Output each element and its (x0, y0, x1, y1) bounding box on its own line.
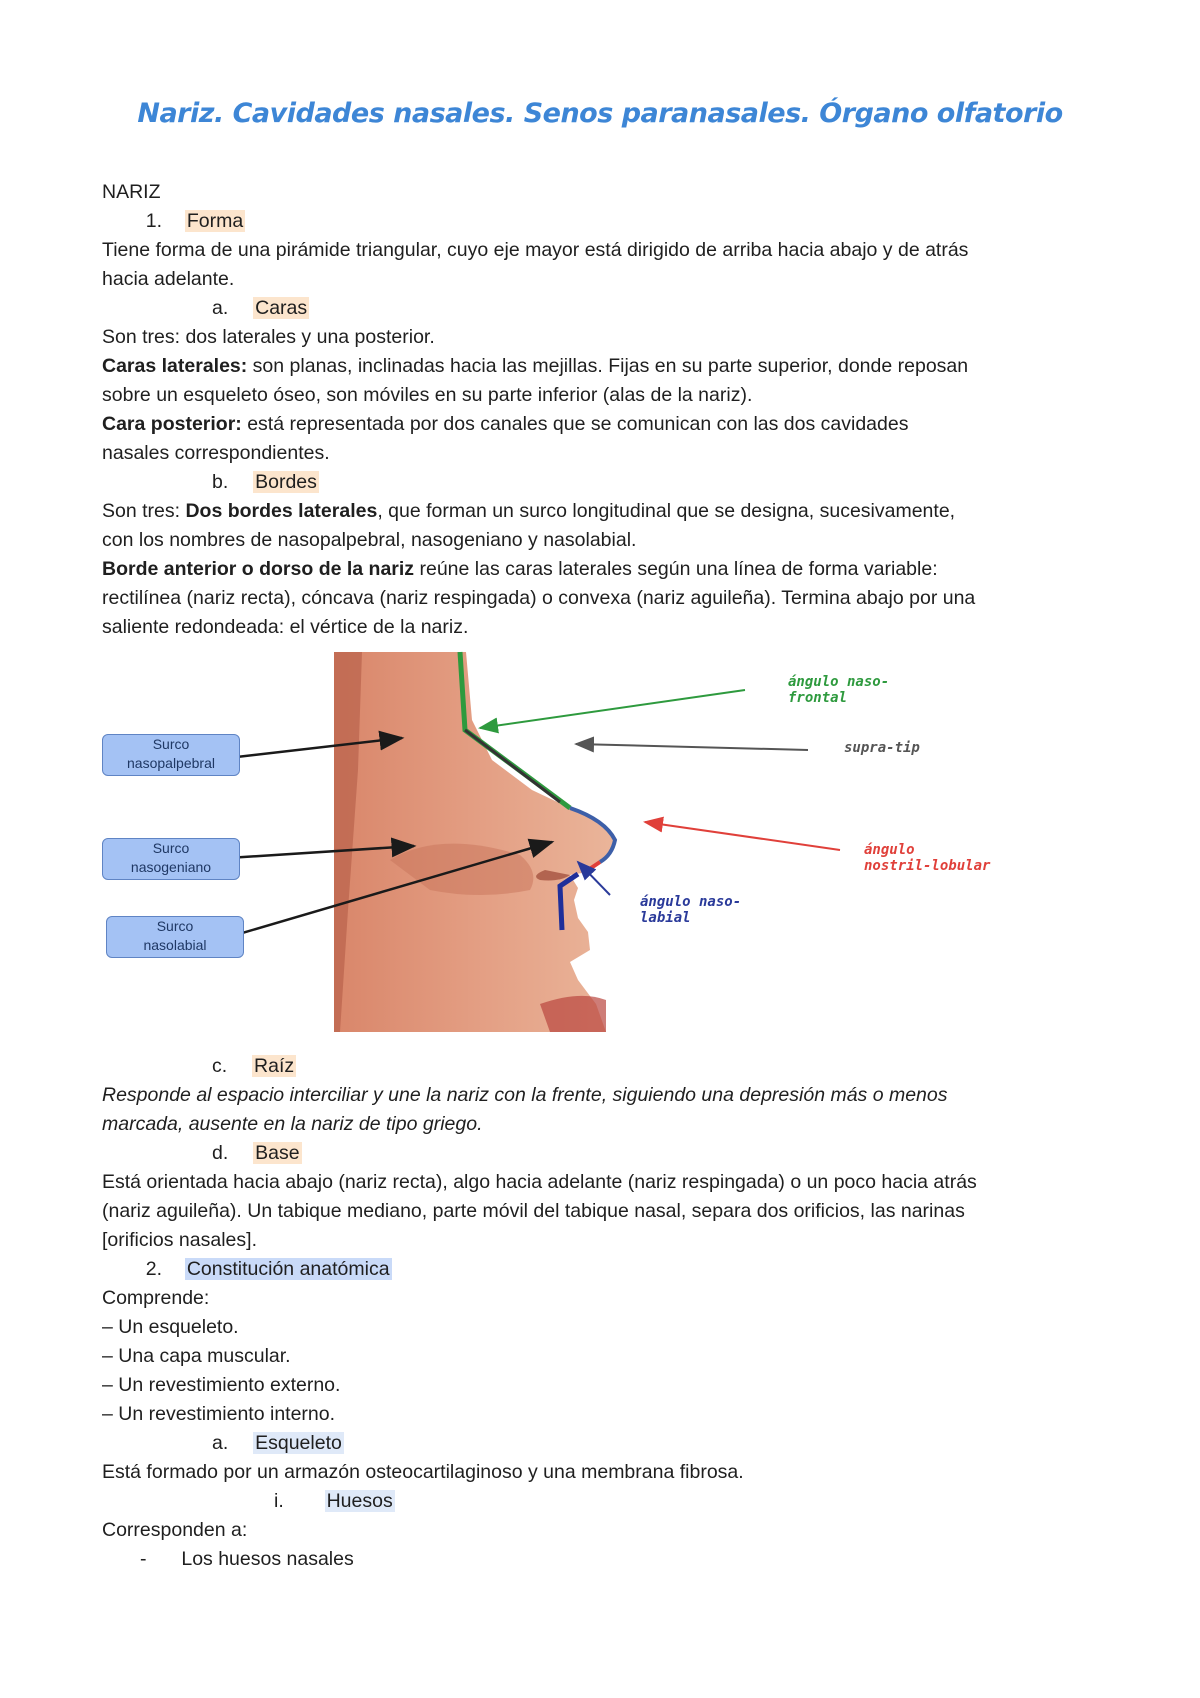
paragraph-text: Son tres: (102, 500, 186, 522)
list-number: 1. (145, 210, 162, 232)
label-text: Surco (152, 840, 190, 856)
heading-caras: Caras (255, 297, 308, 319)
list-item-huesos (274, 1487, 395, 1516)
paragraph-line: Son tres: dos laterales y una posterior. (102, 326, 435, 348)
document-title: Nariz. Cavidades nasales. Senos paranasales. Órgano olfatorio (137, 98, 1063, 129)
paragraph-text: son planas, inclinadas hacia las mejillas. Fijas en su parte superior, donde reposan (247, 355, 969, 377)
paragraph-line: nasales correspondientes. (102, 442, 330, 464)
annotation-angulo-naso-labial (640, 894, 741, 926)
annotation-text: ángulo (864, 842, 915, 858)
heading-base: Base (255, 1142, 300, 1164)
bold-term: Dos bordes laterales (185, 500, 378, 522)
list-line: – Un revestimiento interno. (102, 1403, 336, 1425)
label-surco-nasopalpebral (102, 734, 240, 776)
paragraph-line: con los nombres de nasopalpebral, nasogeniano y nasolabial. (102, 529, 637, 551)
bold-term: Borde anterior o dorso de la nariz (102, 558, 415, 580)
list-number: a. (212, 297, 229, 319)
list-line: – Una capa muscular. (102, 1345, 291, 1367)
list-number: i. (274, 1490, 284, 1512)
heading-forma: Forma (186, 210, 244, 232)
list-item-bordes (212, 468, 319, 497)
paragraph-line: Tiene forma de una pirámide triangular, cuyo eje mayor está dirigido de arriba hacia abajo y de atrás (102, 239, 969, 261)
list-item-constitucion (102, 1255, 392, 1284)
paragraph-text: reúne las caras laterales según una línea de forma variable: (414, 558, 938, 580)
paragraph-line: saliente redondeada: el vértice de la nariz. (102, 616, 469, 638)
nose-illustration (100, 650, 1040, 1032)
annotation-text: nostril-lobular (864, 858, 991, 874)
paragraph-line (102, 410, 908, 439)
annotation-angulo-naso-frontal (788, 674, 889, 706)
list-number: a. (212, 1432, 229, 1454)
list-item-base (212, 1139, 302, 1168)
paragraph-line: Responde al espacio interciliar y une la nariz con la frente, siguiendo una depresión más o menos (102, 1084, 948, 1106)
label-text: Surco (152, 736, 190, 752)
heading-huesos: Huesos (326, 1490, 393, 1512)
label-text: nasopalpebral (127, 755, 215, 771)
paragraph-line (102, 497, 955, 526)
label-surco-nasogeniano (102, 838, 240, 880)
face-photo (334, 652, 615, 1032)
paragraph-text: , que forman un surco longitudinal que se designa, sucesivamente, (377, 500, 956, 522)
list-line: – Un revestimiento externo. (102, 1374, 341, 1396)
paragraph-line (102, 352, 968, 381)
list-item-huesos-nasales (140, 1545, 354, 1574)
nose-anatomy-figure (100, 650, 1040, 1032)
paragraph-line: hacia adelante. (102, 268, 235, 290)
paragraph-line: Corresponden a: (102, 1519, 248, 1541)
annotation-supra-tip: supra-tip (844, 740, 920, 756)
paragraph-text: está representada por dos canales que se comunican con las dos cavidades (241, 413, 909, 435)
annotation-text: frontal (788, 690, 848, 706)
list-line: – Un esqueleto. (102, 1316, 239, 1338)
paragraph-line: (nariz aguileña). Un tabique mediano, parte móvil del tabique nasal, separa dos orificios, las narinas (102, 1200, 965, 1222)
paragraph-line: rectilínea (nariz recta), cóncava (nariz respingada) o convexa (nariz aguileña). Termina abajo por una (102, 587, 976, 609)
list-item-esqueleto (212, 1429, 344, 1458)
paragraph-line (102, 555, 938, 584)
label-text: nasogeniano (130, 859, 212, 875)
annotation-text: ángulo naso- (788, 674, 890, 690)
heading-constitucion: Constitución anatómica (186, 1258, 390, 1280)
list-text: Los huesos nasales (181, 1548, 354, 1570)
label-text: Surco (156, 918, 194, 934)
label-surco-nasolabial (106, 916, 244, 958)
label-text: nasolabial (143, 937, 207, 953)
list-number: b. (212, 471, 229, 493)
list-item-forma (102, 207, 245, 236)
list-item-caras (212, 294, 309, 323)
paragraph-line: marcada, ausente en la nariz de tipo griego. (102, 1113, 483, 1135)
annotation-text: labial (640, 910, 691, 926)
paragraph-line: Está formado por un armazón osteocartilaginoso y una membrana fibrosa. (102, 1461, 744, 1483)
list-bullet: - (140, 1548, 147, 1570)
bold-term: Caras laterales: (102, 355, 248, 377)
annotation-text: ángulo naso- (640, 894, 742, 910)
list-number: d. (212, 1142, 229, 1164)
heading-bordes: Bordes (255, 471, 317, 493)
heading-raiz: Raíz (254, 1055, 295, 1077)
heading-esqueleto: Esqueleto (255, 1432, 342, 1454)
paragraph-line: Comprende: (102, 1287, 210, 1309)
paragraph-line: [orificios nasales]. (102, 1229, 257, 1251)
list-number: c. (212, 1055, 228, 1077)
bold-term: Cara posterior: (102, 413, 242, 435)
section-heading: NARIZ (102, 181, 161, 203)
paragraph-line: sobre un esqueleto óseo, son móviles en su parte inferior (alas de la nariz). (102, 384, 753, 406)
paragraph-line: Está orientada hacia abajo (nariz recta), algo hacia adelante (nariz respingada) o un poco hacia atrás (102, 1171, 977, 1193)
list-number: 2. (145, 1258, 162, 1280)
list-item-raiz (212, 1052, 296, 1081)
annotation-angulo-nostril-lobular (864, 842, 990, 874)
